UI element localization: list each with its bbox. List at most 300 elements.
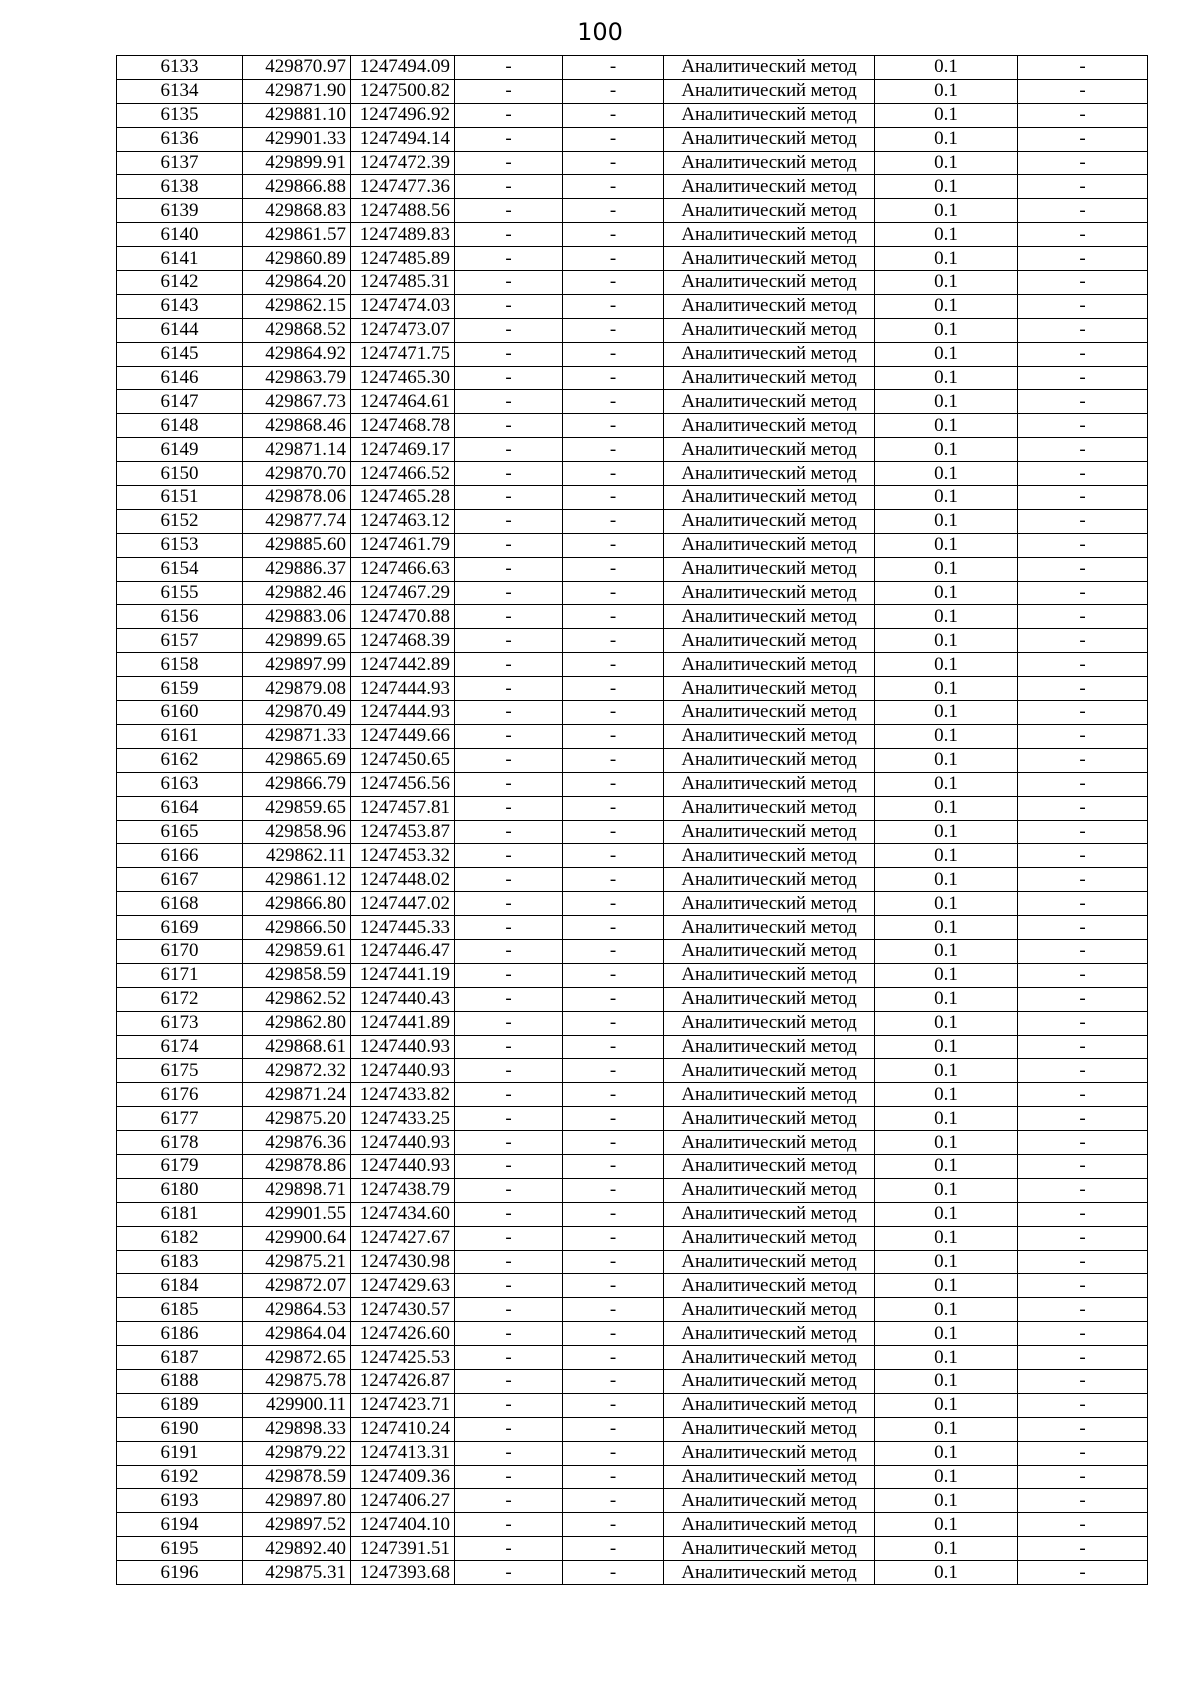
y-coordinate-cell: 1247444.93 xyxy=(351,677,455,701)
accuracy-cell: 0.1 xyxy=(875,438,1018,462)
x-coordinate-cell: 429860.89 xyxy=(243,247,351,271)
point-number-cell: 6183 xyxy=(117,1250,243,1274)
table-row xyxy=(117,294,1148,318)
table-row xyxy=(117,748,1148,772)
point-number-cell: 6134 xyxy=(117,79,243,103)
empty-value-cell: - xyxy=(563,533,664,557)
table-row xyxy=(117,271,1148,295)
accuracy-cell: 0.1 xyxy=(875,868,1018,892)
x-coordinate-cell: 429858.96 xyxy=(243,820,351,844)
x-coordinate-cell: 429899.91 xyxy=(243,151,351,175)
table-row xyxy=(117,318,1148,342)
method-cell: Аналитический метод xyxy=(664,486,875,510)
table-row xyxy=(117,1202,1148,1226)
x-coordinate-cell: 429872.07 xyxy=(243,1274,351,1298)
accuracy-cell: 0.1 xyxy=(875,414,1018,438)
empty-value-cell: - xyxy=(1018,1035,1148,1059)
empty-value-cell: - xyxy=(563,653,664,677)
y-coordinate-cell: 1247447.02 xyxy=(351,892,455,916)
y-coordinate-cell: 1247410.24 xyxy=(351,1417,455,1441)
x-coordinate-cell: 429862.52 xyxy=(243,987,351,1011)
accuracy-cell: 0.1 xyxy=(875,390,1018,414)
y-coordinate-cell: 1247453.32 xyxy=(351,844,455,868)
x-coordinate-cell: 429871.90 xyxy=(243,79,351,103)
point-number-cell: 6135 xyxy=(117,103,243,127)
table-row xyxy=(117,199,1148,223)
accuracy-cell: 0.1 xyxy=(875,151,1018,175)
y-coordinate-cell: 1247440.43 xyxy=(351,987,455,1011)
empty-value-cell: - xyxy=(1018,1441,1148,1465)
empty-value-cell: - xyxy=(455,390,563,414)
y-coordinate-cell: 1247472.39 xyxy=(351,151,455,175)
method-cell: Аналитический метод xyxy=(664,701,875,725)
table-row xyxy=(117,486,1148,510)
empty-value-cell: - xyxy=(1018,486,1148,510)
table-row xyxy=(117,1417,1148,1441)
empty-value-cell: - xyxy=(563,271,664,295)
empty-value-cell: - xyxy=(563,1465,664,1489)
table-row xyxy=(117,1011,1148,1035)
y-coordinate-cell: 1247469.17 xyxy=(351,438,455,462)
empty-value-cell: - xyxy=(455,127,563,151)
y-coordinate-cell: 1247461.79 xyxy=(351,533,455,557)
table-row xyxy=(117,1513,1148,1537)
x-coordinate-cell: 429862.11 xyxy=(243,844,351,868)
method-cell: Аналитический метод xyxy=(664,390,875,414)
empty-value-cell: - xyxy=(455,724,563,748)
empty-value-cell: - xyxy=(563,1226,664,1250)
x-coordinate-cell: 429868.46 xyxy=(243,414,351,438)
accuracy-cell: 0.1 xyxy=(875,1154,1018,1178)
empty-value-cell: - xyxy=(563,939,664,963)
y-coordinate-cell: 1247500.82 xyxy=(351,79,455,103)
method-cell: Аналитический метод xyxy=(664,844,875,868)
method-cell: Аналитический метод xyxy=(664,509,875,533)
empty-value-cell: - xyxy=(1018,557,1148,581)
accuracy-cell: 0.1 xyxy=(875,748,1018,772)
table-row xyxy=(117,916,1148,940)
x-coordinate-cell: 429861.12 xyxy=(243,868,351,892)
accuracy-cell: 0.1 xyxy=(875,1465,1018,1489)
table-row xyxy=(117,677,1148,701)
empty-value-cell: - xyxy=(563,199,664,223)
empty-value-cell: - xyxy=(563,486,664,510)
y-coordinate-cell: 1247430.57 xyxy=(351,1298,455,1322)
x-coordinate-cell: 429866.80 xyxy=(243,892,351,916)
empty-value-cell: - xyxy=(455,1178,563,1202)
empty-value-cell: - xyxy=(563,1417,664,1441)
accuracy-cell: 0.1 xyxy=(875,366,1018,390)
empty-value-cell: - xyxy=(455,1346,563,1370)
y-coordinate-cell: 1247446.47 xyxy=(351,939,455,963)
y-coordinate-cell: 1247423.71 xyxy=(351,1393,455,1417)
x-coordinate-cell: 429900.11 xyxy=(243,1393,351,1417)
method-cell: Аналитический метод xyxy=(664,318,875,342)
y-coordinate-cell: 1247441.89 xyxy=(351,1011,455,1035)
empty-value-cell: - xyxy=(455,151,563,175)
empty-value-cell: - xyxy=(1018,581,1148,605)
x-coordinate-cell: 429901.55 xyxy=(243,1202,351,1226)
table-row xyxy=(117,1107,1148,1131)
x-coordinate-cell: 429897.80 xyxy=(243,1489,351,1513)
empty-value-cell: - xyxy=(455,772,563,796)
accuracy-cell: 0.1 xyxy=(875,533,1018,557)
empty-value-cell: - xyxy=(1018,390,1148,414)
table-row xyxy=(117,1561,1148,1585)
method-cell: Аналитический метод xyxy=(664,438,875,462)
accuracy-cell: 0.1 xyxy=(875,1489,1018,1513)
point-number-cell: 6133 xyxy=(117,56,243,80)
method-cell: Аналитический метод xyxy=(664,366,875,390)
accuracy-cell: 0.1 xyxy=(875,318,1018,342)
accuracy-cell: 0.1 xyxy=(875,1226,1018,1250)
empty-value-cell: - xyxy=(455,1250,563,1274)
empty-value-cell: - xyxy=(455,868,563,892)
table-row xyxy=(117,1489,1148,1513)
x-coordinate-cell: 429901.33 xyxy=(243,127,351,151)
empty-value-cell: - xyxy=(455,701,563,725)
empty-value-cell: - xyxy=(563,318,664,342)
point-number-cell: 6166 xyxy=(117,844,243,868)
method-cell: Аналитический метод xyxy=(664,1322,875,1346)
x-coordinate-cell: 429875.31 xyxy=(243,1561,351,1585)
x-coordinate-cell: 429897.99 xyxy=(243,653,351,677)
point-number-cell: 6178 xyxy=(117,1131,243,1155)
x-coordinate-cell: 429899.65 xyxy=(243,629,351,653)
point-number-cell: 6143 xyxy=(117,294,243,318)
method-cell: Аналитический метод xyxy=(664,1274,875,1298)
method-cell: Аналитический метод xyxy=(664,748,875,772)
point-number-cell: 6156 xyxy=(117,605,243,629)
point-number-cell: 6185 xyxy=(117,1298,243,1322)
accuracy-cell: 0.1 xyxy=(875,1417,1018,1441)
empty-value-cell: - xyxy=(455,677,563,701)
x-coordinate-cell: 429898.33 xyxy=(243,1417,351,1441)
method-cell: Аналитический метод xyxy=(664,1561,875,1585)
accuracy-cell: 0.1 xyxy=(875,581,1018,605)
empty-value-cell: - xyxy=(1018,199,1148,223)
method-cell: Аналитический метод xyxy=(664,414,875,438)
empty-value-cell: - xyxy=(563,1561,664,1585)
method-cell: Аналитический метод xyxy=(664,462,875,486)
x-coordinate-cell: 429878.86 xyxy=(243,1154,351,1178)
y-coordinate-cell: 1247404.10 xyxy=(351,1513,455,1537)
empty-value-cell: - xyxy=(455,963,563,987)
empty-value-cell: - xyxy=(455,175,563,199)
empty-value-cell: - xyxy=(1018,1107,1148,1131)
empty-value-cell: - xyxy=(1018,414,1148,438)
empty-value-cell: - xyxy=(563,1274,664,1298)
empty-value-cell: - xyxy=(1018,79,1148,103)
y-coordinate-cell: 1247440.93 xyxy=(351,1059,455,1083)
y-coordinate-cell: 1247489.83 xyxy=(351,223,455,247)
empty-value-cell: - xyxy=(1018,366,1148,390)
accuracy-cell: 0.1 xyxy=(875,1250,1018,1274)
method-cell: Аналитический метод xyxy=(664,963,875,987)
point-number-cell: 6175 xyxy=(117,1059,243,1083)
point-number-cell: 6149 xyxy=(117,438,243,462)
empty-value-cell: - xyxy=(563,438,664,462)
method-cell: Аналитический метод xyxy=(664,939,875,963)
method-cell: Аналитический метод xyxy=(664,1441,875,1465)
table-row xyxy=(117,1346,1148,1370)
method-cell: Аналитический метод xyxy=(664,1154,875,1178)
method-cell: Аналитический метод xyxy=(664,1202,875,1226)
x-coordinate-cell: 429870.97 xyxy=(243,56,351,80)
accuracy-cell: 0.1 xyxy=(875,223,1018,247)
y-coordinate-cell: 1247456.56 xyxy=(351,772,455,796)
table-row xyxy=(117,1369,1148,1393)
point-number-cell: 6189 xyxy=(117,1393,243,1417)
y-coordinate-cell: 1247433.25 xyxy=(351,1107,455,1131)
point-number-cell: 6192 xyxy=(117,1465,243,1489)
method-cell: Аналитический метод xyxy=(664,1513,875,1537)
empty-value-cell: - xyxy=(563,1298,664,1322)
point-number-cell: 6158 xyxy=(117,653,243,677)
accuracy-cell: 0.1 xyxy=(875,1107,1018,1131)
x-coordinate-cell: 429868.83 xyxy=(243,199,351,223)
table-row xyxy=(117,1059,1148,1083)
empty-value-cell: - xyxy=(563,1131,664,1155)
table-row xyxy=(117,724,1148,748)
empty-value-cell: - xyxy=(1018,629,1148,653)
point-number-cell: 6196 xyxy=(117,1561,243,1585)
point-number-cell: 6188 xyxy=(117,1369,243,1393)
accuracy-cell: 0.1 xyxy=(875,1537,1018,1561)
empty-value-cell: - xyxy=(455,653,563,677)
table-row xyxy=(117,414,1148,438)
empty-value-cell: - xyxy=(1018,1178,1148,1202)
accuracy-cell: 0.1 xyxy=(875,271,1018,295)
table-row xyxy=(117,939,1148,963)
x-coordinate-cell: 429864.20 xyxy=(243,271,351,295)
x-coordinate-cell: 429885.60 xyxy=(243,533,351,557)
y-coordinate-cell: 1247448.02 xyxy=(351,868,455,892)
y-coordinate-cell: 1247453.87 xyxy=(351,820,455,844)
y-coordinate-cell: 1247466.63 xyxy=(351,557,455,581)
empty-value-cell: - xyxy=(455,342,563,366)
x-coordinate-cell: 429870.70 xyxy=(243,462,351,486)
method-cell: Аналитический метод xyxy=(664,1465,875,1489)
empty-value-cell: - xyxy=(1018,605,1148,629)
method-cell: Аналитический метод xyxy=(664,1226,875,1250)
table-row xyxy=(117,1083,1148,1107)
y-coordinate-cell: 1247444.93 xyxy=(351,701,455,725)
point-number-cell: 6193 xyxy=(117,1489,243,1513)
method-cell: Аналитический метод xyxy=(664,294,875,318)
y-coordinate-cell: 1247473.07 xyxy=(351,318,455,342)
accuracy-cell: 0.1 xyxy=(875,820,1018,844)
method-cell: Аналитический метод xyxy=(664,271,875,295)
point-number-cell: 6142 xyxy=(117,271,243,295)
point-number-cell: 6140 xyxy=(117,223,243,247)
empty-value-cell: - xyxy=(455,1393,563,1417)
empty-value-cell: - xyxy=(455,1537,563,1561)
y-coordinate-cell: 1247466.52 xyxy=(351,462,455,486)
accuracy-cell: 0.1 xyxy=(875,1202,1018,1226)
method-cell: Аналитический метод xyxy=(664,892,875,916)
method-cell: Аналитический метод xyxy=(664,247,875,271)
empty-value-cell: - xyxy=(1018,151,1148,175)
empty-value-cell: - xyxy=(1018,1154,1148,1178)
x-coordinate-cell: 429897.52 xyxy=(243,1513,351,1537)
empty-value-cell: - xyxy=(455,318,563,342)
empty-value-cell: - xyxy=(563,1178,664,1202)
point-number-cell: 6137 xyxy=(117,151,243,175)
empty-value-cell: - xyxy=(563,1441,664,1465)
accuracy-cell: 0.1 xyxy=(875,79,1018,103)
empty-value-cell: - xyxy=(1018,103,1148,127)
empty-value-cell: - xyxy=(1018,724,1148,748)
empty-value-cell: - xyxy=(563,916,664,940)
accuracy-cell: 0.1 xyxy=(875,772,1018,796)
point-number-cell: 6184 xyxy=(117,1274,243,1298)
point-number-cell: 6164 xyxy=(117,796,243,820)
point-number-cell: 6157 xyxy=(117,629,243,653)
empty-value-cell: - xyxy=(1018,1202,1148,1226)
y-coordinate-cell: 1247438.79 xyxy=(351,1178,455,1202)
empty-value-cell: - xyxy=(563,581,664,605)
empty-value-cell: - xyxy=(1018,677,1148,701)
method-cell: Аналитический метод xyxy=(664,175,875,199)
method-cell: Аналитический метод xyxy=(664,1011,875,1035)
y-coordinate-cell: 1247391.51 xyxy=(351,1537,455,1561)
point-number-cell: 6177 xyxy=(117,1107,243,1131)
y-coordinate-cell: 1247434.60 xyxy=(351,1202,455,1226)
empty-value-cell: - xyxy=(1018,1513,1148,1537)
accuracy-cell: 0.1 xyxy=(875,1441,1018,1465)
table-row xyxy=(117,1441,1148,1465)
empty-value-cell: - xyxy=(563,557,664,581)
y-coordinate-cell: 1247425.53 xyxy=(351,1346,455,1370)
empty-value-cell: - xyxy=(563,342,664,366)
empty-value-cell: - xyxy=(563,103,664,127)
empty-value-cell: - xyxy=(563,820,664,844)
empty-value-cell: - xyxy=(563,1322,664,1346)
empty-value-cell: - xyxy=(1018,247,1148,271)
method-cell: Аналитический метод xyxy=(664,1298,875,1322)
accuracy-cell: 0.1 xyxy=(875,557,1018,581)
accuracy-cell: 0.1 xyxy=(875,56,1018,80)
empty-value-cell: - xyxy=(563,1489,664,1513)
empty-value-cell: - xyxy=(563,509,664,533)
accuracy-cell: 0.1 xyxy=(875,1011,1018,1035)
empty-value-cell: - xyxy=(455,1154,563,1178)
point-number-cell: 6181 xyxy=(117,1202,243,1226)
empty-value-cell: - xyxy=(563,1369,664,1393)
table-body xyxy=(117,56,1148,1585)
empty-value-cell: - xyxy=(563,963,664,987)
empty-value-cell: - xyxy=(455,79,563,103)
empty-value-cell: - xyxy=(1018,1561,1148,1585)
x-coordinate-cell: 429866.50 xyxy=(243,916,351,940)
empty-value-cell: - xyxy=(455,1369,563,1393)
empty-value-cell: - xyxy=(563,414,664,438)
point-number-cell: 6144 xyxy=(117,318,243,342)
accuracy-cell: 0.1 xyxy=(875,1274,1018,1298)
empty-value-cell: - xyxy=(1018,1250,1148,1274)
x-coordinate-cell: 429866.79 xyxy=(243,772,351,796)
point-number-cell: 6172 xyxy=(117,987,243,1011)
table-row xyxy=(117,868,1148,892)
table-row xyxy=(117,1226,1148,1250)
x-coordinate-cell: 429871.33 xyxy=(243,724,351,748)
x-coordinate-cell: 429870.49 xyxy=(243,701,351,725)
y-coordinate-cell: 1247494.09 xyxy=(351,56,455,80)
empty-value-cell: - xyxy=(455,56,563,80)
empty-value-cell: - xyxy=(1018,892,1148,916)
empty-value-cell: - xyxy=(1018,1489,1148,1513)
empty-value-cell: - xyxy=(455,1059,563,1083)
empty-value-cell: - xyxy=(455,509,563,533)
x-coordinate-cell: 429859.65 xyxy=(243,796,351,820)
empty-value-cell: - xyxy=(563,701,664,725)
empty-value-cell: - xyxy=(455,916,563,940)
x-coordinate-cell: 429865.69 xyxy=(243,748,351,772)
empty-value-cell: - xyxy=(1018,987,1148,1011)
empty-value-cell: - xyxy=(1018,438,1148,462)
y-coordinate-cell: 1247450.65 xyxy=(351,748,455,772)
empty-value-cell: - xyxy=(455,844,563,868)
empty-value-cell: - xyxy=(563,175,664,199)
x-coordinate-cell: 429864.53 xyxy=(243,1298,351,1322)
method-cell: Аналитический метод xyxy=(664,1393,875,1417)
x-coordinate-cell: 429872.65 xyxy=(243,1346,351,1370)
empty-value-cell: - xyxy=(455,581,563,605)
accuracy-cell: 0.1 xyxy=(875,1393,1018,1417)
table-row xyxy=(117,342,1148,366)
x-coordinate-cell: 429871.24 xyxy=(243,1083,351,1107)
point-number-cell: 6152 xyxy=(117,509,243,533)
empty-value-cell: - xyxy=(455,820,563,844)
empty-value-cell: - xyxy=(563,1513,664,1537)
empty-value-cell: - xyxy=(1018,175,1148,199)
y-coordinate-cell: 1247427.67 xyxy=(351,1226,455,1250)
empty-value-cell: - xyxy=(1018,509,1148,533)
accuracy-cell: 0.1 xyxy=(875,605,1018,629)
point-number-cell: 6186 xyxy=(117,1322,243,1346)
empty-value-cell: - xyxy=(455,533,563,557)
table-row xyxy=(117,1322,1148,1346)
table-row xyxy=(117,653,1148,677)
table-row xyxy=(117,533,1148,557)
y-coordinate-cell: 1247440.93 xyxy=(351,1154,455,1178)
table-row xyxy=(117,127,1148,151)
empty-value-cell: - xyxy=(455,1226,563,1250)
table-row xyxy=(117,103,1148,127)
method-cell: Аналитический метод xyxy=(664,677,875,701)
point-number-cell: 6147 xyxy=(117,390,243,414)
point-number-cell: 6169 xyxy=(117,916,243,940)
empty-value-cell: - xyxy=(455,1465,563,1489)
y-coordinate-cell: 1247477.36 xyxy=(351,175,455,199)
empty-value-cell: - xyxy=(1018,1417,1148,1441)
method-cell: Аналитический метод xyxy=(664,1131,875,1155)
empty-value-cell: - xyxy=(455,796,563,820)
empty-value-cell: - xyxy=(1018,1274,1148,1298)
table-row xyxy=(117,605,1148,629)
empty-value-cell: - xyxy=(1018,271,1148,295)
table-row xyxy=(117,1465,1148,1489)
accuracy-cell: 0.1 xyxy=(875,892,1018,916)
empty-value-cell: - xyxy=(563,56,664,80)
empty-value-cell: - xyxy=(1018,318,1148,342)
accuracy-cell: 0.1 xyxy=(875,916,1018,940)
method-cell: Аналитический метод xyxy=(664,56,875,80)
point-number-cell: 6165 xyxy=(117,820,243,844)
y-coordinate-cell: 1247445.33 xyxy=(351,916,455,940)
y-coordinate-cell: 1247430.98 xyxy=(351,1250,455,1274)
